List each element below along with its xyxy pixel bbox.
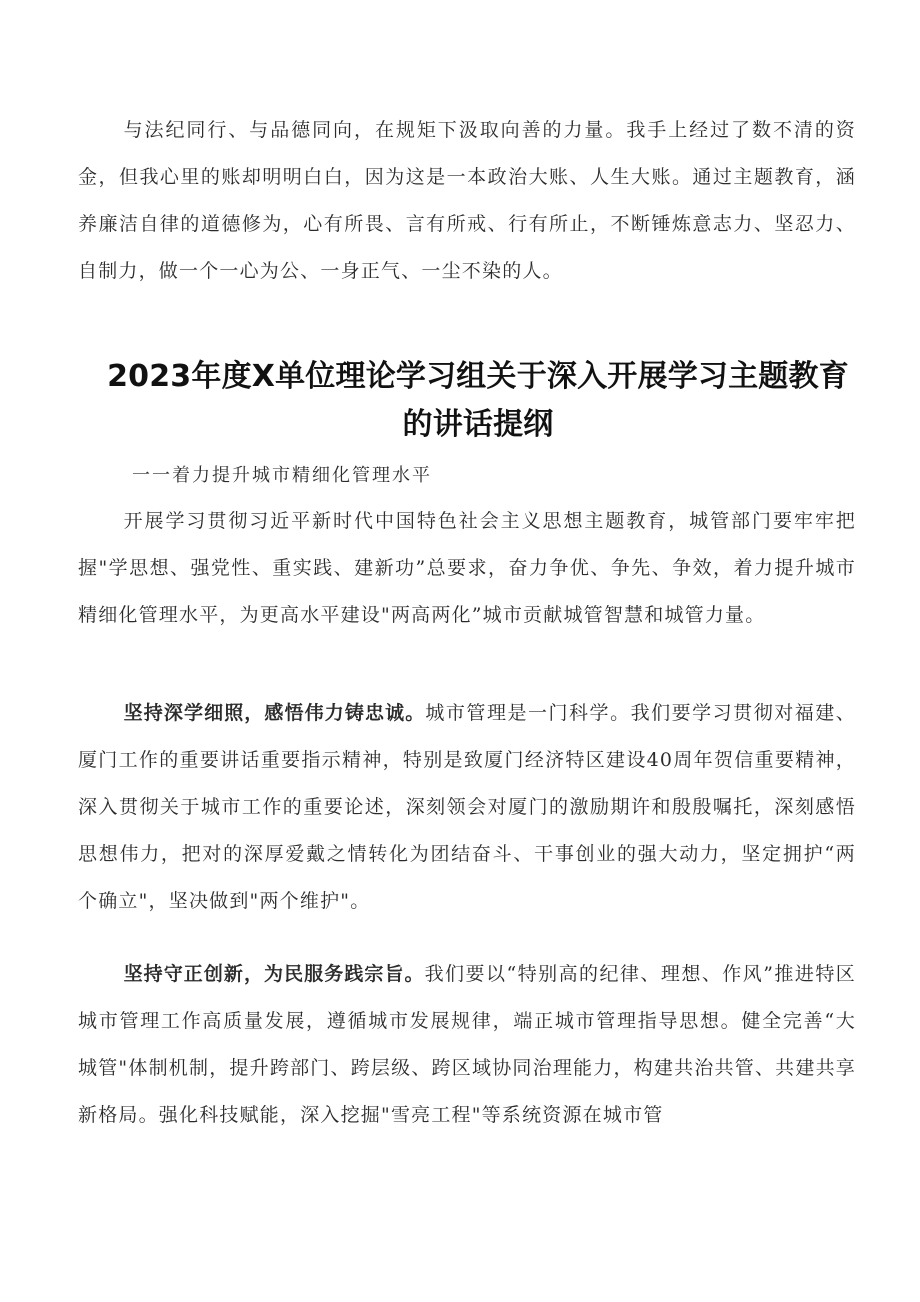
section-subheading: 一一着力提升城市精细化管理水平 — [132, 465, 432, 486]
paragraph-innovation — [78, 951, 856, 1139]
paragraph-innovation-body: 我们要以“特别高的纪律、理想、作风”推进特区城市管理工作高质量发展，遵循城市发展规律，端正城市管理指导思想。健全完善“大城管"体制机制，提升跨部门、跨层级、跨区域协同治理能力，构建共治共管、共建共享新格局。强化科技赋能，深入挖掘"雪亮工程"等系统资源在城市管 — [78, 963, 856, 1126]
document-title-line-2: 的讲话提纲 — [402, 407, 554, 442]
paragraph-integrity: 与法纪同行、与品德同向，在规矩下汲取向善的力量。我手上经过了数不清的资金，但我心里的账却明明白白，因为这是一本政治大账、人生大账。通过主题教育，涵养廉洁自律的道德修为，心有所畏、言有所戒、行有所止，不断锤炼意志力、坚忍力、自制力，做一个一心为公、一身正气、一尘不染的人。 — [78, 119, 856, 282]
paragraph-study-body: 城市管理是一门科学。我们要学习贯彻对福建、厦门工作的重要讲话重要指示精神，特别是致厦门经济特区建设40周年贺信重要精神，深入贯彻关于城市工作的重要论述，深刻领会对厦门的激励期许和殷殷嘱托，深刻感悟思想伟力，把对的深厚爱戴之情转化为团结奋斗、干事创业的强大动力，坚定拥护“两个确立"，坚决做到"两个维护"。 — [78, 702, 856, 912]
paragraph-study — [78, 690, 856, 925]
document-title-line-1: 2023年度X单位理论学习组关于深入开展学习主题教育 — [107, 359, 849, 394]
paragraph-innovation-lead: 坚持守正创新，为民服务践宗旨。 — [123, 963, 425, 985]
paragraph-intro: 开展学习贯彻习近平新时代中国特色社会主义思想主题教育，城管部门要牢牢把握"学思想、强党性、重实践、建新功”总要求，奋力争优、争先、争效，着力提升城市精细化管理水平，为更高水平建设"两高两化”城市贡献城管智慧和城管力量。 — [78, 510, 856, 626]
paragraph-study-lead: 坚持深学细照，感悟伟力铸忠诚。 — [123, 702, 426, 724]
